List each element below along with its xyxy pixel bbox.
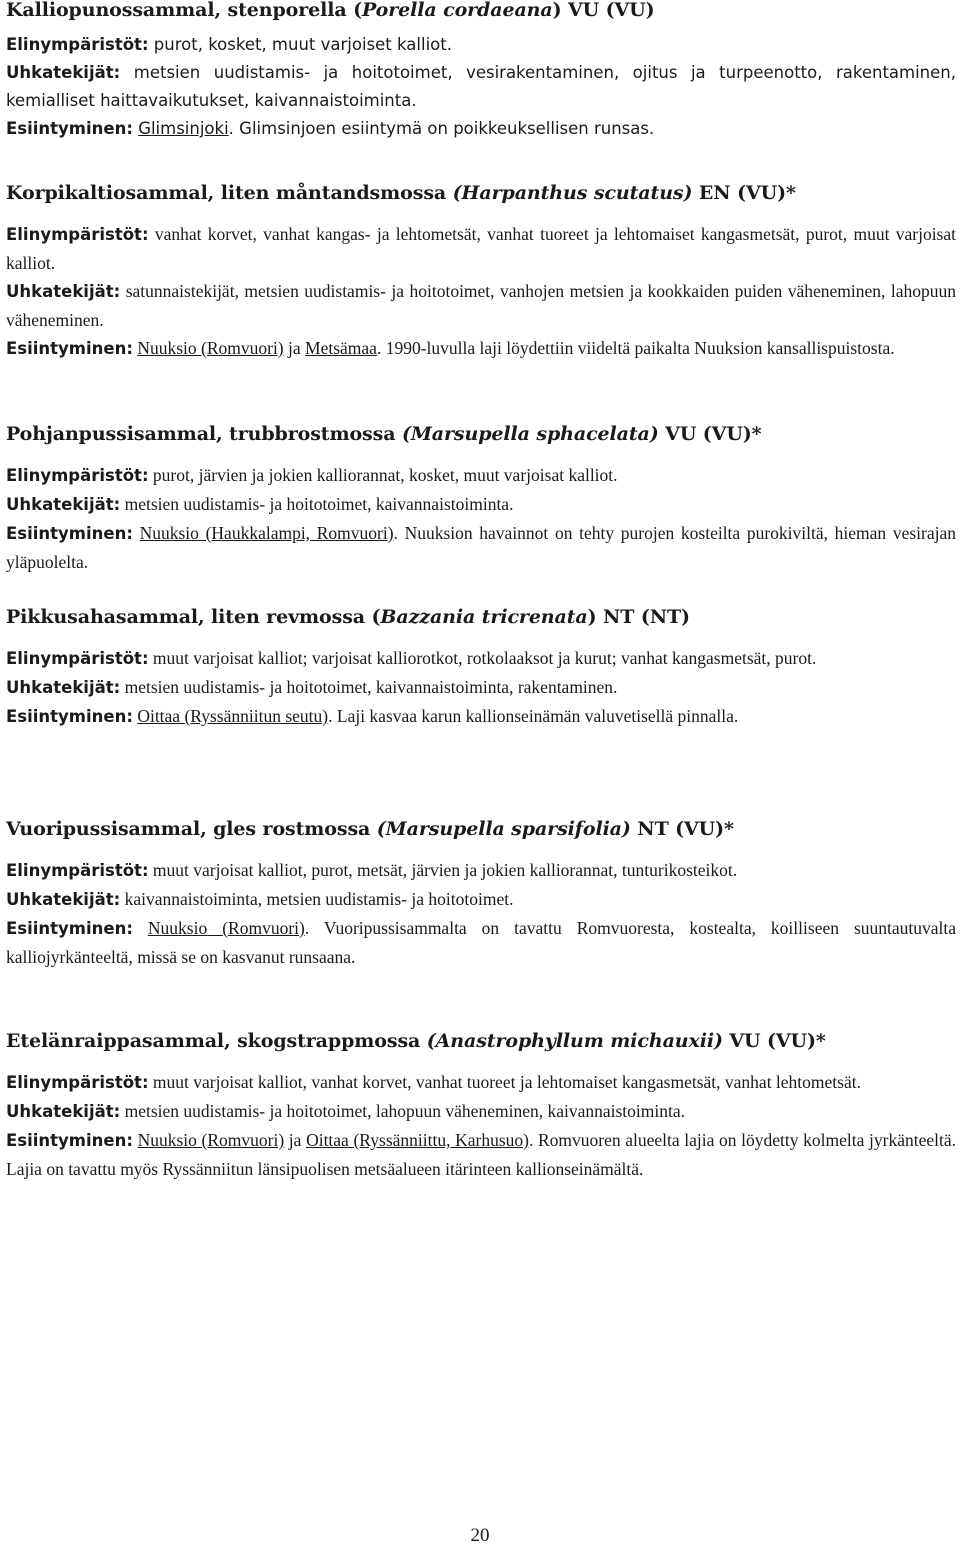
habitat-label: Elinympäristöt: [6,35,149,54]
threat-line: Uhkatekijät: metsien uudistamis- ja hoitotoimet, lahopuun väheneminen, kaivannaistoiminta. [6,1101,686,1121]
habitat-label: Elinympäristöt: [6,861,149,880]
location-link[interactable]: Oittaa (Ryssänniitun seutu) [137,706,329,726]
location-link[interactable]: Nuuksio (Haukkalampi, Romvuori) [139,523,394,543]
threat-line: Uhkatekijät: metsien uudistamis- ja hoitotoimet, vesirakentaminen, ojitus ja turpeenotto, rakentaminen, kemialliset haittavaikutukset, kaivannaistoiminta. [6,63,956,110]
location-link[interactable]: Glimsinjoki [138,119,229,138]
species-entry [6,1028,956,1183]
species-entry [6,0,956,143]
occurrence-line: Esiintyminen: Nuuksio (Romvuori). Vuoripussisammalta on tavattu Romvuoresta, kostealta, koilliseen suuntautuvalta kalliojyrkänteeltä, missä se on kasvanut runsaana. [6,918,957,967]
location-link[interactable]: Nuuksio (Romvuori) [137,338,284,358]
location-link[interactable]: Metsämaa [305,338,377,358]
latin-name: Bazzania tricrenata [380,606,588,628]
species-heading: Pohjanpussisammal, trubbrostmossa (Marsupella sphacelata) VU (VU)* [6,423,762,445]
habitat-line: Elinympäristöt: muut varjoisat kalliot, vanhat korvet, vanhat tuoreet ja lehtomaiset kangasmetsät, vanhat lehtometsät. [6,1072,861,1092]
habitat-line: Elinympäristöt: purot, kosket, muut varjoiset kalliot. [6,35,452,54]
species-entry [6,604,816,731]
latin-name: (Marsupella sphacelata) [401,423,659,445]
location-link[interactable]: Nuuksio (Romvuori) [147,918,305,938]
habitat-line: Elinympäristöt: vanhat korvet, vanhat kangas- ja lehtometsät, vanhat tuoreet ja lehtomaiset kangasmetsät, purot, muut varjoisat kalliot. [6,224,956,273]
habitat-line: Elinympäristöt: purot, järvien ja jokien kalliorannat, kosket, muut varjoisat kalliot. [6,465,618,485]
species-heading: Etelänraippasammal, skogstrappmossa (Anastrophyllum michauxii) VU (VU)* [6,1030,826,1052]
threat-label: Uhkatekijät: [6,63,121,82]
habitat-label: Elinympäristöt: [6,649,149,668]
species-heading: Kalliopunossammal, stenporella (Porella cordaeana) VU (VU) [6,0,655,21]
latin-name: Porella cordaeana [362,0,553,21]
habitat-label: Elinympäristöt: [6,1073,149,1092]
latin-name: (Harpanthus scutatus) [452,182,693,204]
habitat-line: Elinympäristöt: muut varjoisat kalliot; varjoisat kalliorotkot, rotkolaaksot ja kurut; vanhat kangasmetsät, purot. [6,648,817,668]
threat-label: Uhkatekijät: [6,890,121,909]
threat-line: Uhkatekijät: satunnaistekijät, metsien uudistamis- ja hoitotoimet, vanhojen metsien ja kookkaiden puiden väheneminen, lahopuun väheneminen. [6,281,956,330]
location-link[interactable]: Nuuksio (Romvuori) [137,1130,285,1150]
species-heading: Vuoripussisammal, gles rostmossa (Marsupella sparsifolia) NT (VU)* [6,818,734,840]
occurrence-label: Esiintyminen: [6,119,133,138]
occurrence-line: Esiintyminen: Nuuksio (Haukkalampi, Romvuori). Nuuksion havainnot on tehty purojen kosteilta purokiviltä, hieman vesirajan yläpuolelta. [6,523,957,572]
species-heading: Pikkusahasammal, liten revmossa (Bazzania tricrenata) NT (NT) [6,606,690,628]
occurrence-label: Esiintyminen: [6,707,133,726]
habitat-line: Elinympäristöt: muut varjoisat kalliot, purot, metsät, järvien ja jokien kalliorannat, tunturikosteikot. [6,860,738,880]
threat-line: Uhkatekijät: metsien uudistamis- ja hoitotoimet, kaivannaistoiminta. [6,494,514,514]
occurrence-line: Esiintyminen: Glimsinjoki. Glimsinjoen esiintymä on poikkeuksellisen runsas. [6,119,655,138]
threat-label: Uhkatekijät: [6,678,121,697]
threat-label: Uhkatekijät: [6,495,121,514]
location-link[interactable]: Oittaa (Ryssänniittu, Karhusuo) [306,1130,529,1150]
threat-label: Uhkatekijät: [6,282,121,301]
occurrence-line: Esiintyminen: Oittaa (Ryssänniitun seutu). Laji kasvaa karun kallionseinämän valuvetisellä pinnalla. [6,706,739,726]
species-entry [6,421,956,576]
latin-name: (Anastrophyllum michauxii) [426,1030,723,1052]
species-entry [6,180,956,363]
occurrence-label: Esiintyminen: [6,524,133,543]
occurrence-line: Esiintyminen: Nuuksio (Romvuori) ja Metsämaa. 1990-luvulla laji löydettiin viideltä paikalta Nuuksion kansallispuistosta. [6,338,895,358]
occurrence-line: Esiintyminen: Nuuksio (Romvuori) ja Oittaa (Ryssänniittu, Karhusuo). Romvuoren alueelta lajia on löydetty kolmelta jyrkänteeltä. Lajia on tavattu myös Ryssänniitun länsipuolisen metsäalueen itärinteen kallionseinämältä. [6,1130,957,1179]
threat-line: Uhkatekijät: metsien uudistamis- ja hoitotoimet, kaivannaistoiminta, rakentaminen. [6,677,618,697]
occurrence-label: Esiintyminen: [6,919,133,938]
threat-label: Uhkatekijät: [6,1102,121,1121]
threat-line: Uhkatekijät: kaivannaistoiminta, metsien uudistamis- ja hoitotoimet. [6,889,514,909]
species-heading: Korpikaltiosammal, liten måntandsmossa (Harpanthus scutatus) EN (VU)* [6,182,796,204]
latin-name: (Marsupella sparsifolia) [376,818,631,840]
species-entry [6,816,956,971]
page-number: 20 [470,1525,490,1546]
occurrence-label: Esiintyminen: [6,1131,133,1150]
habitat-label: Elinympäristöt: [6,466,149,485]
habitat-label: Elinympäristöt: [6,225,149,244]
occurrence-label: Esiintyminen: [6,339,133,358]
